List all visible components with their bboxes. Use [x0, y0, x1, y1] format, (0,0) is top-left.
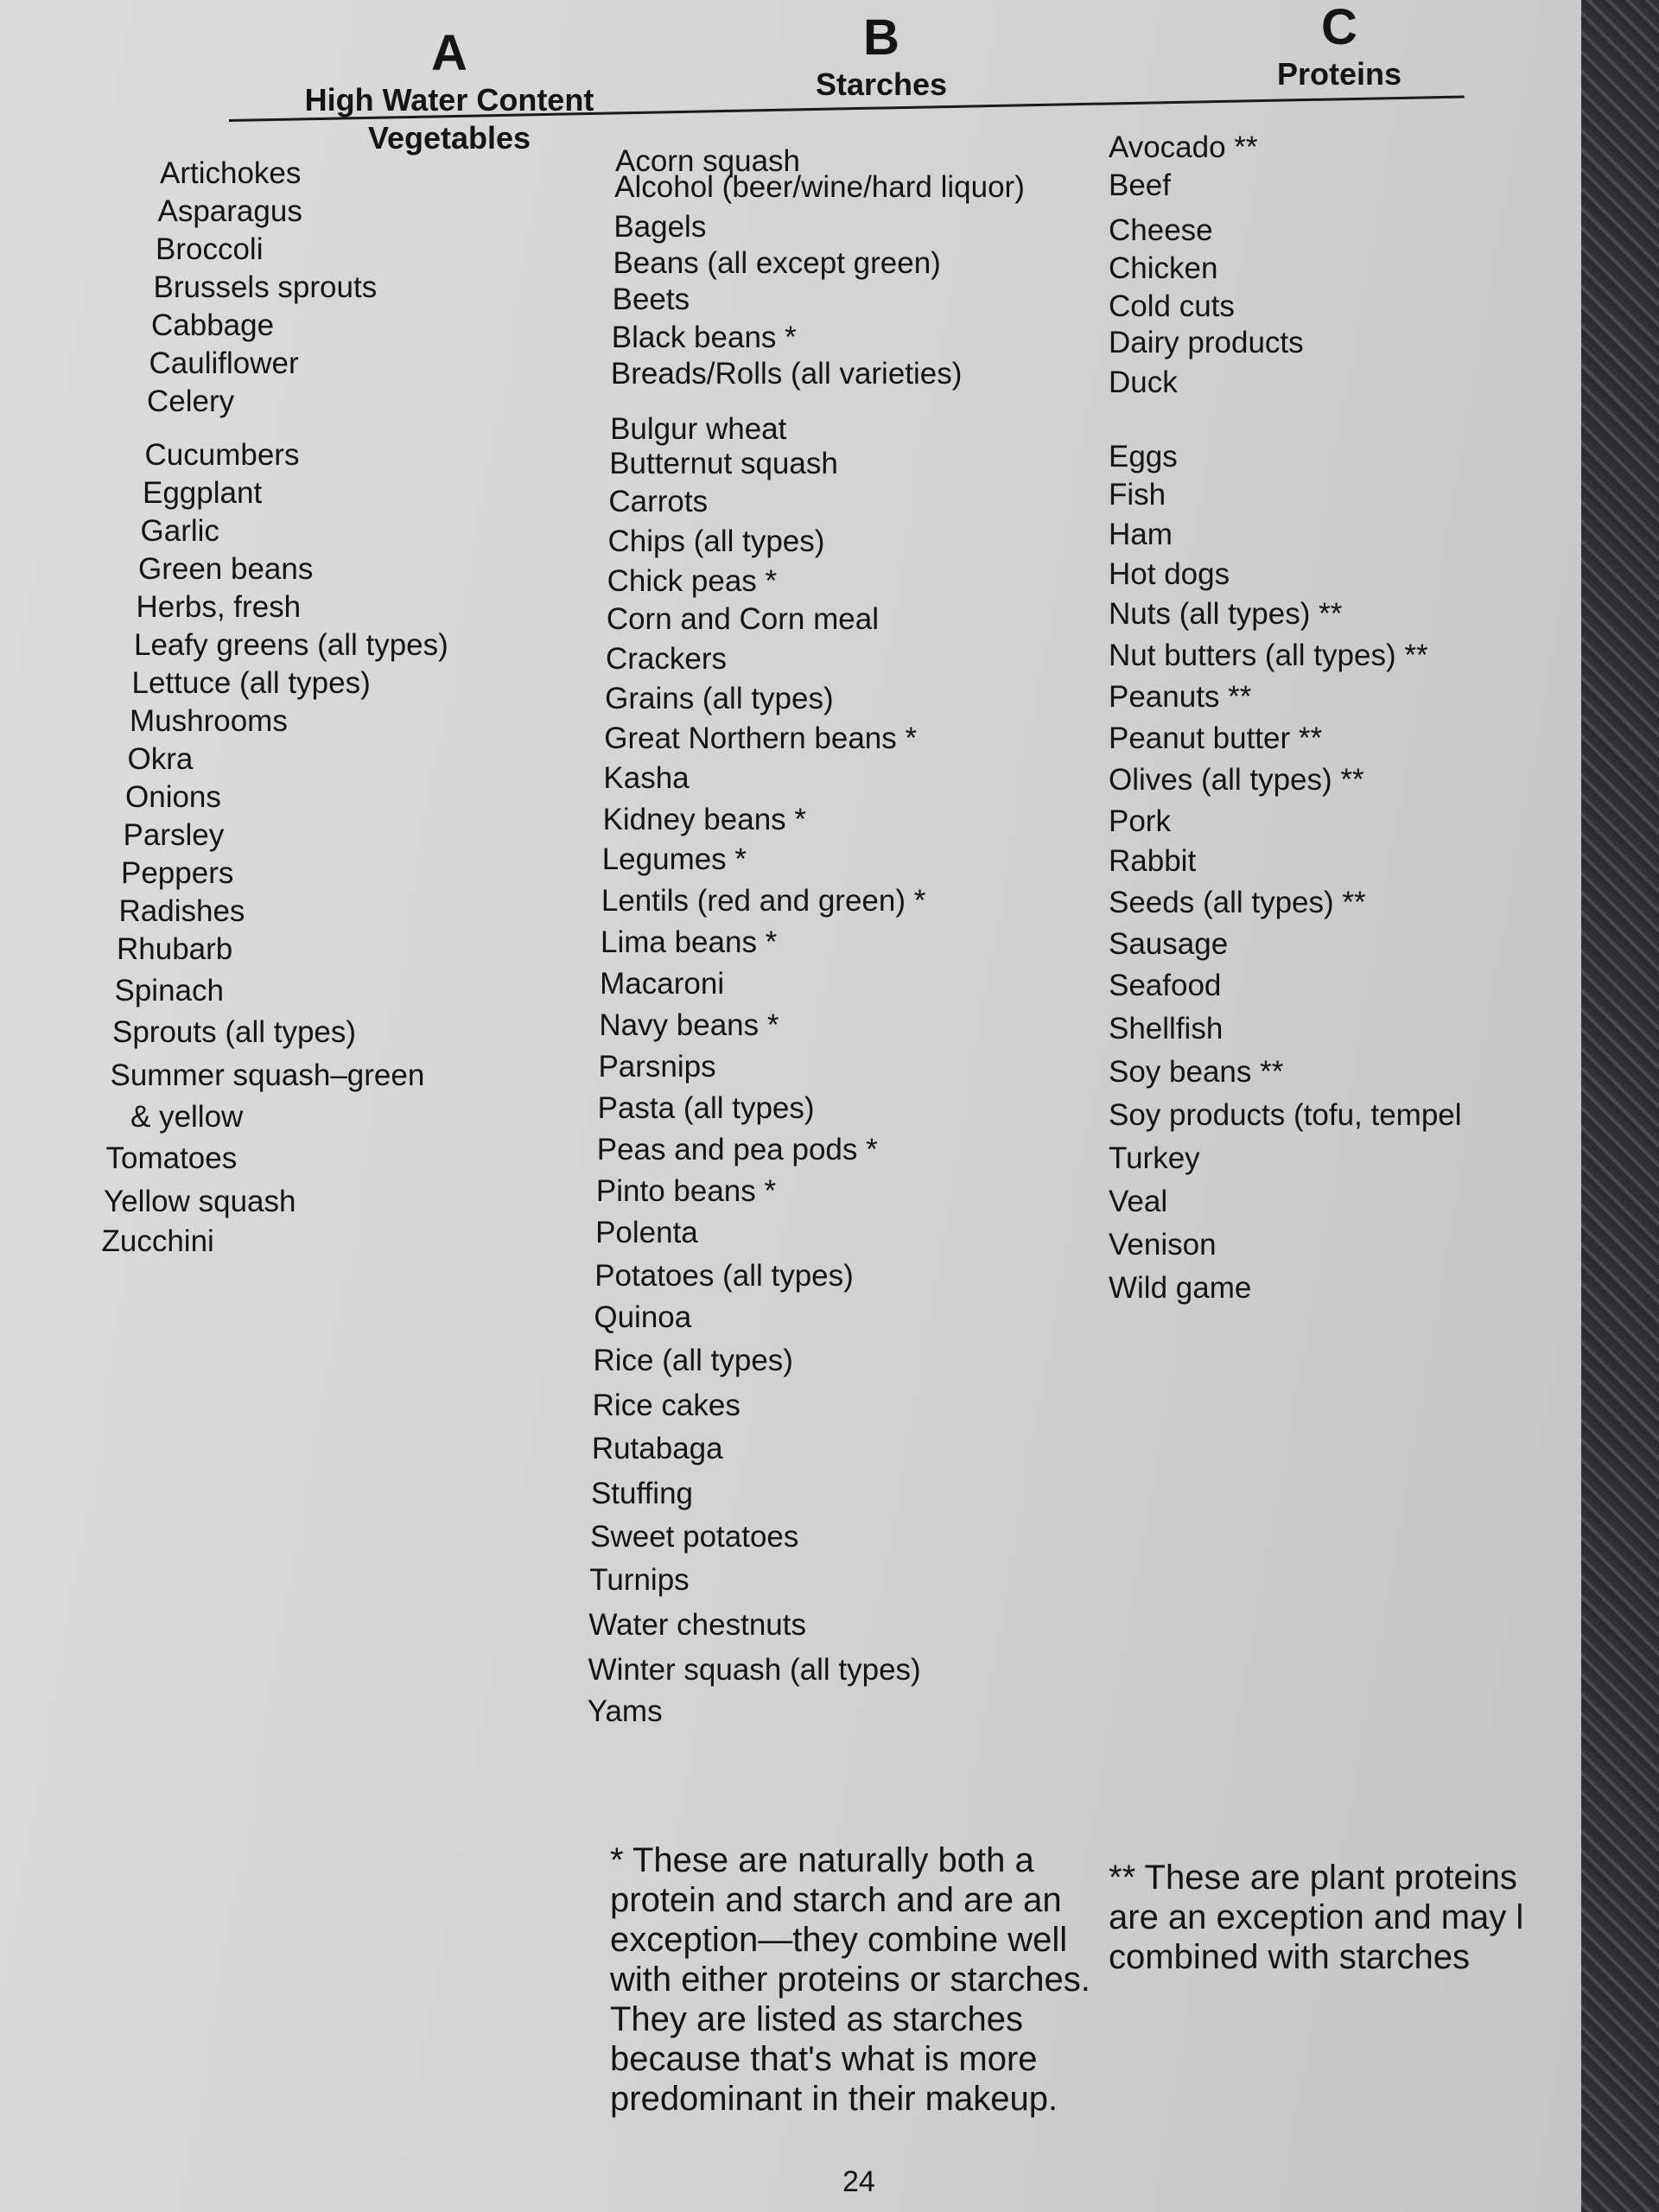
column-b-item: Rice cakes [592, 1389, 741, 1422]
column-c-item: Beef [1109, 168, 1171, 202]
column-a-letter: A [431, 25, 467, 81]
column-b-item: Rice (all types) [593, 1344, 793, 1377]
column-a-item: Sprouts (all types) [112, 1015, 357, 1049]
column-a-item: Zucchini [101, 1224, 214, 1258]
column-b-item: Breads/Rolls (all varieties) [610, 357, 963, 391]
column-a-item: Eggplant [143, 476, 263, 510]
column-c-item: Sausage [1109, 927, 1229, 961]
column-b-item: Acorn squash [615, 144, 801, 178]
note-line: combined with starches [1109, 1938, 1470, 1976]
column-c-item: Veal [1109, 1185, 1168, 1218]
single-star-note [610, 1840, 1128, 2119]
column-a-item: Rhubarb [117, 932, 233, 966]
column-b-item: Polenta [595, 1216, 698, 1249]
note-line: exception—they combine well [610, 1921, 1068, 1959]
column-a-item: Yellow squash [104, 1185, 296, 1218]
column-b-item: Lima beans * [601, 925, 778, 959]
column-c-letter: C [1321, 0, 1357, 55]
column-a-item: Radishes [118, 894, 245, 928]
column-c-item: Soy beans ** [1109, 1055, 1284, 1089]
column-c-item: Peanuts ** [1109, 680, 1252, 714]
column-c-item: Avocado ** [1109, 130, 1258, 164]
column-b-item: Quinoa [594, 1300, 692, 1334]
column-b-item: Winter squash (all types) [588, 1653, 921, 1687]
column-b-item: Navy beans * [599, 1008, 779, 1042]
column-a-title-line1: High Water Content [304, 82, 594, 118]
column-a-item: Asparagus [157, 194, 302, 228]
column-a-item: Broccoli [156, 232, 264, 266]
column-b-item: Chick peas * [607, 564, 778, 598]
column-a-item: Peppers [121, 856, 234, 890]
column-a-item: Celery [147, 385, 235, 418]
column-a-item: Lettuce (all types) [131, 666, 371, 700]
column-c-item: Seafood [1109, 969, 1222, 1002]
background-fabric [1581, 0, 1659, 2212]
column-c-item: Shellfish [1109, 1012, 1224, 1046]
column-b-title: Starches [815, 67, 948, 102]
column-c-item: Peanut butter ** [1109, 721, 1323, 755]
column-a-item: Okra [127, 742, 194, 776]
column-b-item: Potatoes (all types) [594, 1259, 854, 1293]
column-c-item: Fish [1109, 478, 1166, 512]
column-c-item: Cold cuts [1109, 289, 1235, 323]
column-b-item: Butternut squash [609, 447, 838, 480]
column-c-item: Hot dogs [1109, 557, 1230, 591]
note-line: because that's what is more [610, 2040, 1038, 2078]
note-line: ** These are plant proteins [1109, 1859, 1517, 1897]
column-a-item: Summer squash–green [110, 1058, 425, 1092]
column-c-item: Cheese [1109, 213, 1213, 247]
column-b-item: Beans (all except green) [613, 246, 941, 280]
column-a-item: Green beans [138, 552, 314, 586]
column-b-item: Alcohol (beer/wine/hard liquor) [614, 170, 1025, 204]
column-b-item: Chips (all types) [607, 524, 825, 558]
column-b-item: Stuffing [590, 1477, 694, 1510]
column-b-item: Kidney beans * [602, 803, 807, 836]
column-a-item: & yellow [130, 1100, 244, 1134]
column-c-item: Ham [1109, 518, 1173, 551]
column-a-item: Garlic [140, 514, 219, 548]
column-b-item: Parsnips [598, 1050, 716, 1084]
note-line: * These are naturally both a [610, 1841, 1034, 1879]
column-a-item: Leafy greens (all types) [134, 628, 448, 662]
column-b-item: Great Northern beans * [604, 721, 918, 755]
column-b-item: Crackers [605, 642, 727, 676]
column-c-header [1218, 0, 1460, 93]
column-a-item: Tomatoes [105, 1141, 238, 1175]
column-b-item: Macaroni [600, 967, 725, 1001]
column-a-item: Parsley [123, 818, 225, 852]
column-a-item: Mushrooms [130, 704, 288, 738]
column-a-item: Artichokes [160, 156, 302, 190]
column-c-item: Turkey [1109, 1141, 1200, 1175]
note-line: protein and starch and are an [610, 1881, 1062, 1919]
column-c-item: Wild game [1109, 1271, 1252, 1305]
column-c-item: Nuts (all types) ** [1109, 597, 1343, 631]
column-c-title: Proteins [1276, 56, 1402, 92]
column-c-item: Rabbit [1109, 844, 1197, 878]
column-c-item: Pork [1109, 804, 1171, 838]
column-a-title-line2: Vegetables [367, 120, 531, 156]
column-a-item: Spinach [114, 974, 224, 1007]
column-a-item: Herbs, fresh [136, 590, 302, 624]
column-a-item: Brussels sprouts [153, 270, 378, 304]
column-a-item: Cauliflower [149, 346, 299, 380]
column-b-item: Peas and pea pods * [596, 1133, 878, 1166]
column-b-item: Water chestnuts [588, 1608, 806, 1642]
note-line: are an exception and may l [1109, 1898, 1524, 1936]
column-b-item: Corn and Corn meal [606, 602, 879, 636]
column-a-item: Cucumbers [144, 438, 300, 472]
column-a-list [101, 156, 609, 1296]
column-b-item: Beets [612, 283, 690, 316]
column-b-header [752, 10, 1011, 104]
column-b-item: Rutabaga [591, 1432, 723, 1465]
column-c-item: Olives (all types) ** [1109, 763, 1364, 797]
note-line: with either proteins or starches. [610, 1961, 1090, 1999]
column-a-header [259, 26, 639, 157]
column-b-item: Sweet potatoes [590, 1520, 799, 1554]
column-a-item: Cabbage [151, 308, 275, 342]
column-b-item: Pinto beans * [595, 1174, 777, 1208]
column-b-letter: B [863, 10, 899, 66]
note-line: They are listed as starches [610, 2000, 1023, 2038]
column-c-item: Eggs [1109, 440, 1178, 474]
column-c-item: Venison [1109, 1228, 1217, 1262]
column-b-item: Pasta (all types) [597, 1091, 815, 1125]
column-b-item: Kasha [603, 761, 690, 795]
column-b-item: Black beans * [611, 321, 797, 354]
column-b-item: Bulgur wheat [610, 412, 787, 446]
column-b-list [587, 143, 1099, 1802]
column-b-item: Carrots [608, 485, 709, 518]
column-c-list [1109, 130, 1558, 1305]
column-b-item: Yams [587, 1694, 663, 1728]
note-line: predominant in their makeup. [610, 2080, 1058, 2118]
column-b-item: Turnips [589, 1563, 690, 1597]
column-a-item: Onions [125, 780, 221, 814]
column-c-item: Seeds (all types) ** [1109, 886, 1366, 919]
column-b-item: Lentils (red and green) * [601, 884, 926, 918]
column-c-item: Dairy products [1109, 326, 1304, 359]
double-star-note [1109, 1858, 1558, 1977]
column-c-item: Duck [1109, 365, 1178, 399]
page-number: 24 [842, 2165, 875, 2198]
column-b-item: Bagels [613, 210, 707, 244]
column-b-item: Grains (all types) [605, 682, 834, 715]
column-b-item: Legumes * [601, 842, 747, 876]
column-c-item: Soy products (tofu, tempel [1109, 1098, 1462, 1132]
column-c-item: Chicken [1109, 251, 1218, 285]
column-c-item: Nut butters (all types) ** [1109, 639, 1428, 672]
